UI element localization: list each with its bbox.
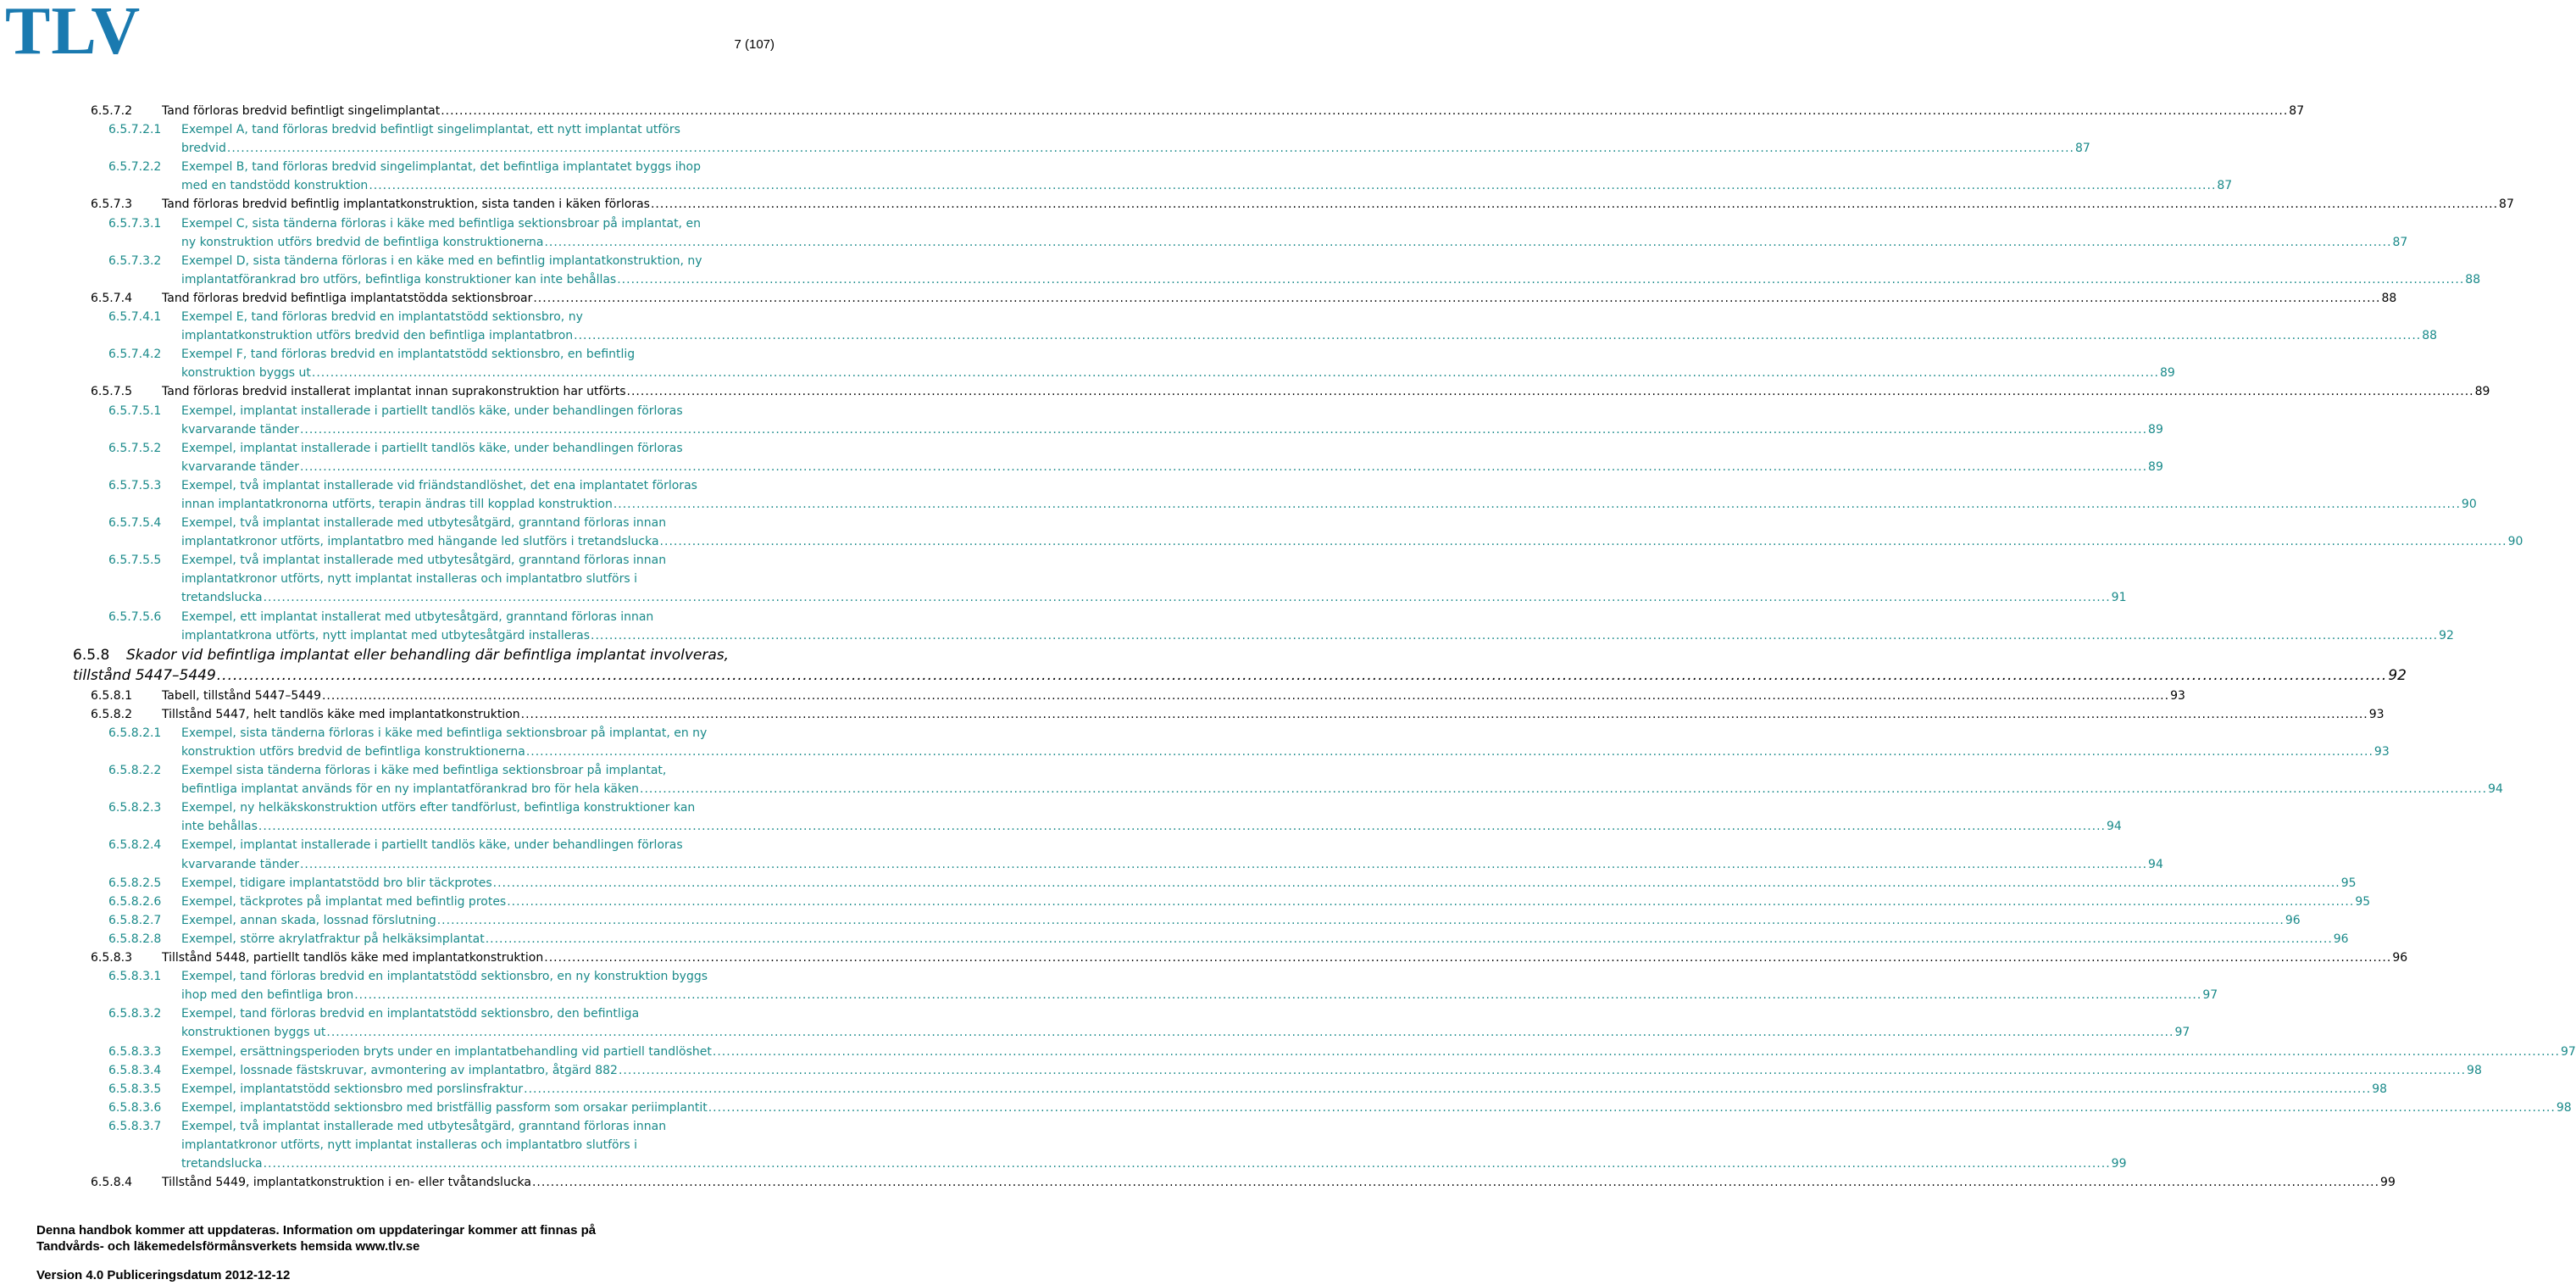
toc-entry[interactable] bbox=[0, 1043, 2576, 1061]
toc-entry-title: implantatförankrad bro utförs, befintliga konstruktioner kan inte behållas bbox=[181, 272, 617, 286]
table-of-contents bbox=[0, 102, 2576, 1192]
toc-entry-title: implantatkronor utförts, nytt implantat installeras och implantatbro slutförs i bbox=[181, 572, 638, 587]
toc-entry-page: 98 bbox=[2556, 1100, 2572, 1115]
toc-entry-title: kvarvarande tänder bbox=[181, 459, 299, 474]
toc-entry-title: Exempel, implantat installerade i partiellt tandlös käke, under behandlingen förloras bbox=[181, 441, 683, 455]
toc-leader-dots: ................................................................................................................................................................................................................................................................................................................................................................................................................ bbox=[618, 1063, 2467, 1077]
toc-entry-title: Exempel, ett implantat installerat med utbytesåtgärd, granntand förloras innan bbox=[181, 609, 654, 624]
toc-leader-dots: ................................................................................................................................................................................................................................................................................................................................................................................................................ bbox=[321, 688, 2170, 703]
toc-entry-page: 87 bbox=[2289, 104, 2305, 118]
toc-entry-number: 6.5.8.2.6 bbox=[108, 894, 162, 909]
toc-entry-title: med en tandstödd konstruktion bbox=[181, 179, 369, 193]
toc-entry-page: 99 bbox=[2111, 1157, 2127, 1171]
toc-entry-number: 6.5.7.5.6 bbox=[108, 609, 162, 624]
toc-entry-page: 92 bbox=[2388, 667, 2407, 685]
toc-entry-page: 89 bbox=[2148, 459, 2163, 474]
toc-leader-dots: ................................................................................................................................................................................................................................................................................................................................................................................................................ bbox=[326, 1026, 2174, 1040]
toc-entry[interactable] bbox=[0, 1173, 2396, 1192]
toc-leader-dots: ................................................................................................................................................................................................................................................................................................................................................................................................................ bbox=[311, 366, 2159, 381]
toc-entry-title: implantatkronor utförts, nytt implantat installeras och implantatbro slutförs i bbox=[181, 1138, 638, 1152]
toc-entry-page: 88 bbox=[2465, 272, 2481, 286]
toc-entry-number: 6.5.8.1 bbox=[91, 688, 132, 703]
toc-leader-dots: ................................................................................................................................................................................................................................................................................................................................................................................................................ bbox=[617, 272, 2465, 286]
toc-entry-number: 6.5.8.3.4 bbox=[108, 1063, 162, 1077]
toc-entry-title: Exempel, tand förloras bredvid en implantatstödd sektionsbro, den befintliga bbox=[181, 1007, 640, 1021]
toc-entry-title: Exempel E, tand förloras bredvid en implantatstödd sektionsbro, ny bbox=[181, 310, 583, 325]
toc-entry-title: ny konstruktion utförs bredvid de befintliga konstruktionerna bbox=[181, 235, 544, 249]
toc-entry-number: 6.5.7.3.2 bbox=[108, 253, 162, 268]
toc-entry-number: 6.5.8.3.3 bbox=[108, 1044, 162, 1059]
version-info: Version 4.0 Publiceringsdatum 2012-12-12 bbox=[36, 1268, 291, 1282]
toc-entry-number: 6.5.8.2.5 bbox=[108, 876, 162, 890]
toc-entry-page: 95 bbox=[2355, 894, 2371, 909]
toc-leader-dots: ................................................................................................................................................................................................................................................................................................................................................................................................................ bbox=[507, 894, 2355, 909]
toc-entry-title: Exempel, två implantat installerade med utbytesåtgärd, granntand förloras innan bbox=[181, 1119, 667, 1133]
toc-entry-number: 6.5.8.3.5 bbox=[108, 1082, 162, 1096]
toc-entry[interactable] bbox=[0, 724, 2390, 761]
toc-leader-dots: ................................................................................................................................................................................................................................................................................................................................................................................................................ bbox=[544, 235, 2392, 249]
toc-entry-page: 93 bbox=[2170, 688, 2185, 703]
toc-entry-page: 97 bbox=[2174, 1026, 2190, 1040]
toc-entry-title: Exempel, ersättningsperioden bryts under en implantatbehandling vid partiell tandlöshet bbox=[181, 1044, 712, 1059]
toc-entry-page: 99 bbox=[2380, 1176, 2396, 1190]
toc-entry[interactable] bbox=[0, 252, 2481, 289]
toc-entry-page: 87 bbox=[2392, 235, 2408, 249]
toc-entry-number: 6.5.7.2.2 bbox=[108, 160, 162, 175]
toc-leader-dots: ................................................................................................................................................................................................................................................................................................................................................................................................................ bbox=[299, 857, 2148, 871]
toc-entry[interactable] bbox=[0, 836, 2163, 873]
toc-entry[interactable] bbox=[0, 967, 2218, 1004]
toc-entry-number: 6.5.8.3 bbox=[91, 951, 132, 965]
toc-leader-dots: ................................................................................................................................................................................................................................................................................................................................................................................................................ bbox=[650, 197, 2499, 212]
toc-entry[interactable] bbox=[0, 798, 2122, 836]
toc-entry[interactable] bbox=[0, 345, 2175, 382]
toc-entry-number: 6.5.7.4.1 bbox=[108, 310, 162, 325]
toc-entry[interactable] bbox=[0, 1080, 2388, 1099]
toc-entry-title: Exempel B, tand förloras bredvid singelimplantat, det befintliga implantatet byggs ihop bbox=[181, 160, 701, 175]
toc-entry-number: 6.5.7.5.2 bbox=[108, 441, 162, 455]
toc-entry-page: 90 bbox=[2507, 535, 2523, 549]
toc-entry-title: Tand förloras bredvid befintlig implantatkonstruktion, sista tanden i käken förloras bbox=[162, 197, 650, 212]
toc-entry[interactable] bbox=[0, 514, 2523, 551]
toc-leader-dots: ................................................................................................................................................................................................................................................................................................................................................................................................................ bbox=[216, 667, 2388, 685]
toc-entry-title: Exempel C, sista tänderna förloras i käke med befintliga sektionsbroar på implantat, en bbox=[181, 216, 701, 231]
toc-entry-page: 87 bbox=[2217, 179, 2233, 193]
toc-entry-title: innan implantatkronorna utförts, terapin ändras till kopplad konstruktion bbox=[181, 497, 613, 511]
toc-entry-page: 98 bbox=[2372, 1082, 2388, 1096]
toc-entry-title: Exempel, implantat installerade i partiellt tandlös käke, under behandlingen förloras bbox=[181, 403, 683, 418]
toc-entry-title: Exempel A, tand förloras bredvid befintligt singelimplantat, ett nytt implantat utförs bbox=[181, 123, 680, 137]
toc-entry-page: 89 bbox=[2474, 385, 2490, 399]
toc-entry-number: 6.5.8.2.1 bbox=[108, 726, 162, 740]
toc-entry-page: 87 bbox=[2074, 142, 2090, 156]
toc-entry-title: tretandslucka bbox=[181, 1157, 263, 1171]
toc-entry-page: 88 bbox=[2381, 291, 2397, 305]
toc-entry[interactable] bbox=[0, 289, 2397, 308]
toc-entry-number: 6.5.7.2 bbox=[91, 104, 132, 118]
toc-leader-dots: ................................................................................................................................................................................................................................................................................................................................................................................................................ bbox=[485, 932, 2333, 946]
toc-entry[interactable] bbox=[0, 102, 2305, 120]
toc-leader-dots: ................................................................................................................................................................................................................................................................................................................................................................................................................ bbox=[613, 497, 2461, 511]
toc-leader-dots: ................................................................................................................................................................................................................................................................................................................................................................................................................ bbox=[544, 951, 2392, 965]
toc-entry-title: Exempel sista tänderna förloras i käke med befintliga sektionsbroar på implantat, bbox=[181, 764, 667, 778]
toc-entry-page: 87 bbox=[2499, 197, 2514, 212]
toc-entry[interactable] bbox=[0, 911, 2301, 930]
toc-entry-number: 6.5.8.2 bbox=[91, 707, 132, 721]
toc-entry[interactable] bbox=[0, 930, 2349, 948]
toc-entry-number: 6.5.8.3.2 bbox=[108, 1007, 162, 1021]
toc-entry-title: Exempel, implantat installerade i partiellt tandlös käke, under behandlingen förloras bbox=[181, 838, 683, 853]
toc-entry-page: 89 bbox=[2148, 422, 2163, 437]
toc-entry-title: inte behållas bbox=[181, 820, 258, 834]
toc-entry-number: 6.5.8.2.2 bbox=[108, 764, 162, 778]
toc-entry[interactable] bbox=[0, 551, 2127, 607]
toc-entry-title: Tillstånd 5448, partiellt tandlös käke med implantatkonstruktion bbox=[162, 951, 544, 965]
toc-leader-dots: ................................................................................................................................................................................................................................................................................................................................................................................................................ bbox=[533, 291, 2381, 305]
toc-entry[interactable] bbox=[0, 214, 2408, 252]
toc-leader-dots: ................................................................................................................................................................................................................................................................................................................................................................................................................ bbox=[226, 142, 2074, 156]
toc-entry-title: Exempel, annan skada, lossnad förslutning bbox=[181, 913, 436, 927]
toc-entry-number: 6.5.7.5.1 bbox=[108, 403, 162, 418]
toc-entry-number: 6.5.7.3.1 bbox=[108, 216, 162, 231]
toc-entry-number: 6.5.8.4 bbox=[91, 1176, 132, 1190]
toc-entry-page: 94 bbox=[2148, 857, 2163, 871]
toc-entry-page: 96 bbox=[2333, 932, 2349, 946]
toc-entry-title: konstruktion byggs ut bbox=[181, 366, 311, 381]
toc-entry-title: Tillstånd 5449, implantatkonstruktion i en- eller tvåtandslucka bbox=[162, 1176, 531, 1190]
toc-leader-dots: ................................................................................................................................................................................................................................................................................................................................................................................................................ bbox=[574, 329, 2422, 343]
toc-entry[interactable] bbox=[0, 1099, 2572, 1117]
toc-leader-dots: ................................................................................................................................................................................................................................................................................................................................................................................................................ bbox=[299, 422, 2148, 437]
toc-entry-title: ihop med den befintliga bron bbox=[181, 988, 354, 1003]
toc-entry[interactable] bbox=[0, 158, 2233, 195]
toc-entry-title: konstruktion utförs bredvid de befintliga konstruktionerna bbox=[181, 745, 525, 759]
toc-entry-number: 6.5.7.3 bbox=[91, 197, 132, 212]
toc-entry-title: konstruktionen byggs ut bbox=[181, 1026, 326, 1040]
toc-leader-dots: ................................................................................................................................................................................................................................................................................................................................................................................................................ bbox=[299, 459, 2148, 474]
toc-entry-title: Exempel D, sista tänderna förloras i en käke med en befintlig implantatkonstruktion, ny bbox=[181, 253, 702, 268]
toc-entry-number: 6.5.7.5.5 bbox=[108, 553, 162, 568]
toc-entry-title: Tand förloras bredvid befintligt singelimplantat bbox=[162, 104, 441, 118]
toc-entry-number: 6.5.8.3.6 bbox=[108, 1100, 162, 1115]
toc-entry[interactable] bbox=[0, 705, 2384, 724]
toc-entry-title: Exempel, tidigare implantatstödd bro blir täckprotes bbox=[181, 876, 492, 890]
toc-entry-title: Exempel F, tand förloras bredvid en implantatstödd sektionsbro, en befintlig bbox=[181, 348, 636, 362]
toc-entry[interactable] bbox=[0, 382, 2490, 401]
toc-entry[interactable] bbox=[0, 893, 2371, 911]
toc-entry-number: 6.5.8 bbox=[73, 646, 110, 664]
toc-entry-title: Tand förloras bredvid installerat implantat innan suprakonstruktion har utförts bbox=[162, 385, 626, 399]
toc-entry-title: Tillstånd 5447, helt tandlös käke med implantatkonstruktion bbox=[162, 707, 520, 721]
toc-entry-page: 97 bbox=[2560, 1044, 2576, 1059]
toc-leader-dots: ................................................................................................................................................................................................................................................................................................................................................................................................................ bbox=[520, 707, 2368, 721]
toc-leader-dots: ................................................................................................................................................................................................................................................................................................................................................................................................................ bbox=[369, 179, 2217, 193]
toc-entry[interactable] bbox=[0, 476, 2477, 514]
toc-entry-page: 95 bbox=[2340, 876, 2357, 890]
update-notice bbox=[36, 1222, 596, 1254]
update-notice-line1: Denna handbok kommer att uppdateras. Information om uppdateringar kommer att finnas på bbox=[36, 1223, 597, 1238]
toc-entry-number: 6.5.8.2.7 bbox=[108, 913, 162, 927]
toc-entry-title: Skador vid befintliga implantat eller behandling där befintliga implantat involveras, bbox=[126, 646, 730, 664]
toc-entry[interactable] bbox=[0, 645, 2407, 687]
toc-leader-dots: ................................................................................................................................................................................................................................................................................................................................................................................................................ bbox=[441, 104, 2289, 118]
toc-entry-title: tillstånd 5447–5449 bbox=[73, 667, 216, 685]
toc-entry-page: 94 bbox=[2107, 820, 2122, 834]
toc-leader-dots: ................................................................................................................................................................................................................................................................................................................................................................................................................ bbox=[436, 913, 2285, 927]
toc-entry-title: Exempel, två implantat installerade med utbytesåtgärd, granntand förloras innan bbox=[181, 553, 667, 568]
toc-entry-title: implantatkronor utförts, implantatbro med hängande led slutförs i tretandslucka bbox=[181, 535, 659, 549]
toc-entry-page: 91 bbox=[2111, 591, 2127, 605]
toc-entry-title: Tand förloras bredvid befintliga implantatstödda sektionsbroar bbox=[162, 291, 533, 305]
toc-entry-page: 88 bbox=[2422, 329, 2438, 343]
toc-entry-title: kvarvarande tänder bbox=[181, 422, 299, 437]
toc-entry-number: 6.5.8.2.3 bbox=[108, 801, 162, 815]
toc-entry-number: 6.5.8.2.8 bbox=[108, 932, 162, 946]
toc-entry-page: 94 bbox=[2488, 782, 2503, 797]
toc-entry-title: implantatkonstruktion utförs bredvid den befintliga implantatbron bbox=[181, 329, 574, 343]
toc-entry-page: 90 bbox=[2461, 497, 2477, 511]
toc-entry-page: 92 bbox=[2439, 628, 2454, 642]
tlv-logo: TLV bbox=[5, 0, 142, 69]
toc-entry-page: 96 bbox=[2392, 951, 2408, 965]
toc-entry-title: tretandslucka bbox=[181, 591, 263, 605]
toc-leader-dots: ................................................................................................................................................................................................................................................................................................................................................................................................................ bbox=[263, 1157, 2111, 1171]
toc-entry-page: 98 bbox=[2467, 1063, 2482, 1077]
toc-entry-page: 89 bbox=[2159, 366, 2175, 381]
toc-entry-title: Exempel, två implantat installerade vid friändstandlöshet, det ena implantatet förloras bbox=[181, 478, 697, 492]
toc-entry-page: 93 bbox=[2373, 745, 2390, 759]
toc-entry-number: 6.5.7.5.4 bbox=[108, 516, 162, 531]
toc-leader-dots: ................................................................................................................................................................................................................................................................................................................................................................................................................ bbox=[263, 591, 2111, 605]
toc-entry[interactable] bbox=[0, 308, 2438, 345]
toc-entry-title: Exempel, två implantat installerade med utbytesåtgärd, granntand förloras innan bbox=[181, 516, 667, 531]
toc-entry[interactable] bbox=[0, 195, 2514, 214]
toc-leader-dots: ................................................................................................................................................................................................................................................................................................................................................................................................................ bbox=[258, 820, 2106, 834]
toc-entry-number: 6.5.8.3.7 bbox=[108, 1119, 162, 1133]
toc-entry[interactable] bbox=[0, 1117, 2127, 1173]
toc-leader-dots: ................................................................................................................................................................................................................................................................................................................................................................................................................ bbox=[492, 876, 2340, 890]
update-notice-line2: Tandvårds- och läkemedelsförmånsverkets hemsida www.tlv.se bbox=[36, 1239, 420, 1254]
toc-entry[interactable] bbox=[0, 687, 2185, 705]
toc-entry[interactable] bbox=[0, 948, 2408, 967]
toc-leader-dots: ................................................................................................................................................................................................................................................................................................................................................................................................................ bbox=[640, 782, 2488, 797]
toc-entry-page: 93 bbox=[2368, 707, 2384, 721]
toc-entry-title: Exempel, implantatstödd sektionsbro med bristfällig passform som orsakar periimplantit bbox=[181, 1100, 708, 1115]
toc-entry-title: Exempel, större akrylatfraktur på helkäksimplantat bbox=[181, 932, 485, 946]
toc-entry-title: Exempel, lossnade fästskruvar, avmontering av implantatbro, åtgärd 882 bbox=[181, 1063, 618, 1077]
toc-leader-dots: ................................................................................................................................................................................................................................................................................................................................................................................................................ bbox=[708, 1100, 2556, 1115]
toc-entry[interactable] bbox=[0, 608, 2454, 645]
toc-entry-title: Tabell, tillstånd 5447–5449 bbox=[162, 688, 321, 703]
toc-entry-number: 6.5.7.2.1 bbox=[108, 123, 162, 137]
toc-entry-number: 6.5.7.5.3 bbox=[108, 478, 162, 492]
toc-entry-title: implantatkrona utförts, nytt implantat med utbytesåtgärd installeras bbox=[181, 628, 591, 642]
toc-leader-dots: ................................................................................................................................................................................................................................................................................................................................................................................................................ bbox=[531, 1176, 2380, 1190]
toc-entry-title: Exempel, tand förloras bredvid en implantatstödd sektionsbro, en ny konstruktion byggs bbox=[181, 970, 708, 984]
toc-entry-number: 6.5.7.5 bbox=[91, 385, 132, 399]
toc-entry-title: Exempel, ny helkäkskonstruktion utförs efter tandförlust, befintliga konstruktioner kan bbox=[181, 801, 696, 815]
toc-leader-dots: ................................................................................................................................................................................................................................................................................................................................................................................................................ bbox=[626, 385, 2474, 399]
toc-entry-title: Exempel, sista tänderna förloras i käke med befintliga sektionsbroar på implantat, en ny bbox=[181, 726, 708, 740]
toc-entry-title: befintliga implantat används för en ny implantatförankrad bro för hela käken bbox=[181, 782, 639, 797]
toc-leader-dots: ................................................................................................................................................................................................................................................................................................................................................................................................................ bbox=[524, 1082, 2372, 1096]
toc-leader-dots: ................................................................................................................................................................................................................................................................................................................................................................................................................ bbox=[712, 1044, 2560, 1059]
toc-entry[interactable] bbox=[0, 439, 2163, 476]
toc-entry-title: Exempel, implantatstödd sektionsbro med porslinsfraktur bbox=[181, 1082, 524, 1096]
toc-entry[interactable] bbox=[0, 402, 2163, 439]
toc-entry-title: kvarvarande tänder bbox=[181, 857, 299, 871]
toc-entry-number: 6.5.8.3.1 bbox=[108, 970, 162, 984]
toc-entry-title: bredvid bbox=[181, 142, 226, 156]
toc-entry-number: 6.5.7.4 bbox=[91, 291, 132, 305]
toc-entry-title: Exempel, täckprotes på implantat med befintlig protes bbox=[181, 894, 507, 909]
toc-leader-dots: ................................................................................................................................................................................................................................................................................................................................................................................................................ bbox=[525, 745, 2373, 759]
toc-entry-page: 97 bbox=[2202, 988, 2218, 1003]
toc-entry[interactable] bbox=[0, 761, 2503, 798]
toc-leader-dots: ................................................................................................................................................................................................................................................................................................................................................................................................................ bbox=[354, 988, 2202, 1003]
toc-entry-number: 6.5.8.2.4 bbox=[108, 838, 162, 853]
toc-leader-dots: ................................................................................................................................................................................................................................................................................................................................................................................................................ bbox=[591, 628, 2439, 642]
toc-entry[interactable] bbox=[0, 874, 2357, 893]
toc-entry[interactable] bbox=[0, 120, 2090, 158]
page-number: 7 (107) bbox=[734, 37, 774, 52]
toc-entry[interactable] bbox=[0, 1004, 2190, 1042]
toc-entry-number: 6.5.7.4.2 bbox=[108, 348, 162, 362]
toc-leader-dots: ................................................................................................................................................................................................................................................................................................................................................................................................................ bbox=[659, 535, 2507, 549]
toc-entry[interactable] bbox=[0, 1061, 2482, 1080]
toc-entry-page: 96 bbox=[2285, 913, 2301, 927]
